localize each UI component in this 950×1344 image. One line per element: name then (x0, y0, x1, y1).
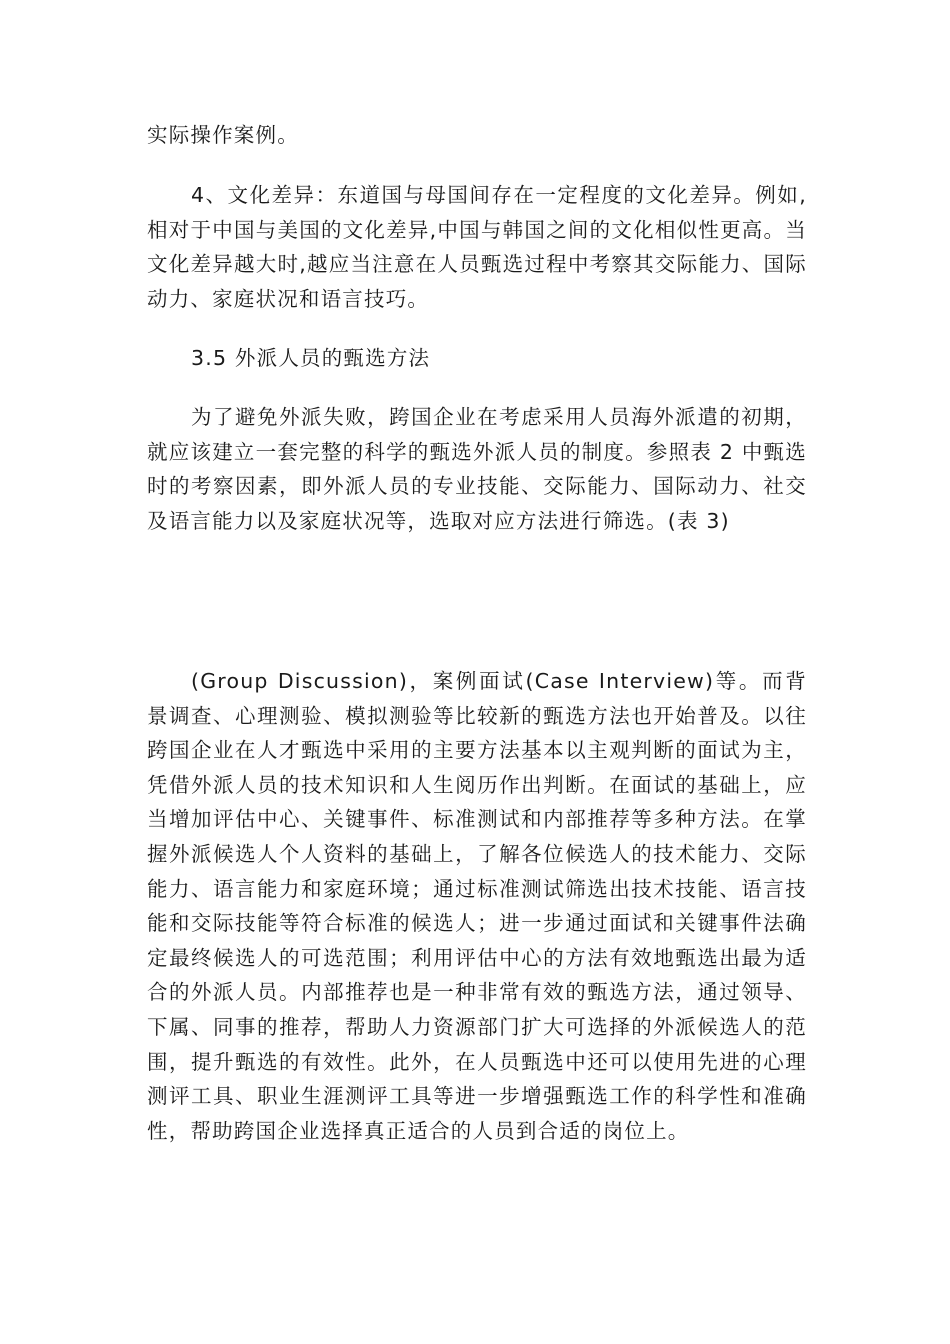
paragraph-selection-intro: 为了避免外派失败，跨国企业在考虑采用人员海外派遣的初期，就应该建立一套完整的科学的甄选外派人员的制度。参照表 2 中甄选时的考察因素，即外派人员的专业技能、交际能力、国际动力、社交及语言能力以及家庭状况等，选取对应方法进行筛选。(表 3) (147, 405, 807, 533)
paragraph-cultural-difference: 4、文化差异：东道国与母国间存在一定程度的文化差异。例如,相对于中国与美国的文化差异,中国与韩国之间的文化相似性更高。当文化差异越大时,越应当注意在人员甄选过程中考察其交际能力、国际动力、家庭状况和语言技巧。 (147, 183, 807, 311)
section-heading: 3.5 外派人员的甄选方法 (191, 346, 431, 370)
paragraph-selection-methods: (Group Discussion)，案例面试(Case Interview)等。而背景调查、心理测验、模拟测验等比较新的甄选方法也开始普及。以往跨国企业在人才甄选中采用的主要方法基本以主观判断的面试为主，凭借外派人员的技术知识和人生阅历作出判断。在面试的基础上，应当增加评估中心、关键事件、标准测试和内部推荐等多种方法。在掌握外派候选人个人资料的基础上，了解各位候选人的技术能力、交际能力、语言能力和家庭环境；通过标准测试筛选出技术技能、语言技能和交际技能等符合标准的候选人；进一步通过面试和关键事件法确定最终候选人的可选范围；利用评估中心的方法有效地甄选出最为适合的外派人员。内部推荐也是一种非常有效的甄选方法，通过领导、下属、同事的推荐，帮助人力资源部门扩大可选择的外派候选人的范围，提升甄选的有效性。此外，在人员甄选中还可以使用先进的心理测评工具、职业生涯测评工具等进一步增强甄选工作的科学性和准确性，帮助跨国企业选择真正适合的人员到合适的岗位上。 (147, 669, 807, 1143)
paragraph-continuation: 实际操作案例。 (147, 123, 299, 147)
